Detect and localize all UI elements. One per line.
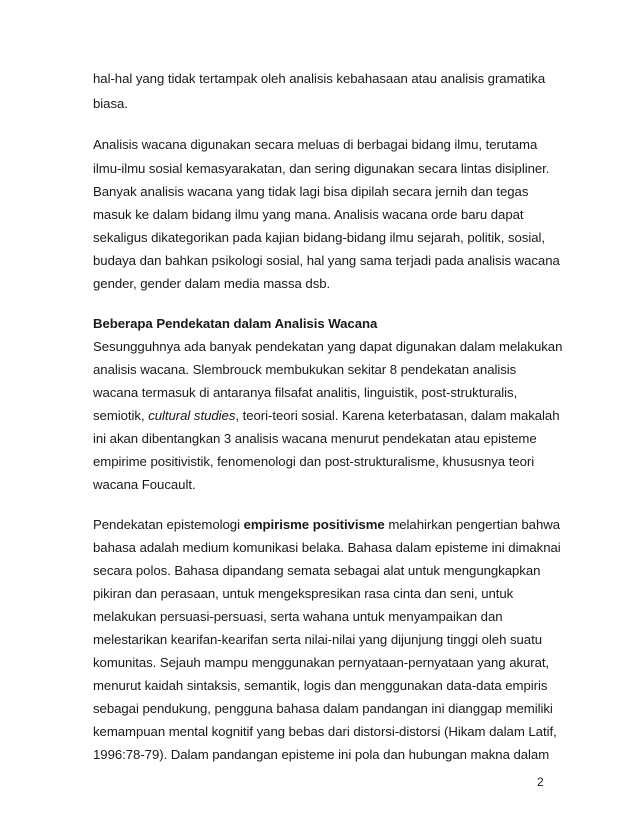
paragraph-3-line-1: Sesungguhnya ada banyak pendekatan yang dapat digunakan dalam melakukan: [93, 339, 563, 354]
paragraph-3-line-4-italic: cultural studies: [148, 408, 236, 423]
paragraph-4-line-3: secara polos. Bahasa dipandang semata sebagai alat untuk mengungkapkan: [93, 563, 541, 578]
paragraph-4-line-6: melestarikan kearifan-kearifan serta nilai-nilai yang dijunjung tinggi oleh suatu: [93, 632, 542, 647]
paragraph-4-line-11: 1996:78-79). Dalam pandangan episteme ini pola dan hubungan makna dalam: [93, 747, 550, 762]
paragraph-2-line-1: Analisis wacana digunakan secara meluas di berbagai bidang ilmu, terutama: [93, 137, 538, 152]
paragraph-4-line-9: sebagai pendukung, pengguna bahasa dalam pandangan ini dianggap memiliki: [93, 701, 553, 716]
paragraph-3-line-3: wacana termasuk di antaranya filsafat analitis, linguistik, post-strukturalis,: [93, 385, 518, 400]
paragraph-2-line-6: budaya dan bahkan psikologi sosial, hal yang sama terjadi pada analisis wacana: [93, 253, 560, 268]
paragraph-3-line-7: wacana Foucault.: [93, 477, 196, 492]
paragraph-4-line-1: [93, 517, 560, 533]
paragraph-4-line-4: pikiran dan perasaan, untuk mengekspresikan rasa cinta dan seni, untuk: [93, 586, 514, 601]
paragraph-3-line-4: [93, 408, 560, 424]
paragraph-3-line-5: ini akan dibentangkan 3 analisis wacana menurut pendekatan atau episteme: [93, 431, 537, 446]
section-heading-text: Beberapa Pendekatan dalam Analisis Wacana: [93, 316, 378, 331]
paragraph-4-line-1-before: Pendekatan epistemologi: [93, 517, 244, 532]
page-number: 2: [537, 775, 544, 789]
paragraph-4-line-1-after: melahirkan pengertian bahwa: [384, 517, 560, 532]
paragraph-1-line-1: hal-hal yang tidak tertampak oleh analisis kebahasaan atau analisis gramatika: [93, 71, 546, 86]
paragraph-3-line-4-before: semiotik,: [93, 408, 149, 423]
paragraph-2-line-4: masuk ke dalam bidang ilmu yang mana. Analisis wacana orde baru dapat: [93, 207, 524, 222]
section-heading: [93, 316, 377, 332]
paragraph-2-line-7: gender, gender dalam media massa dsb.: [93, 276, 331, 291]
paragraph-3-line-2: analisis wacana. Slembrouck membukukan sekitar 8 pendekatan analisis: [93, 362, 517, 377]
paragraph-4-line-10: kemampuan mental kognitif yang bebas dari distorsi-distorsi (Hikam dalam Latif,: [93, 724, 557, 739]
paragraph-4-line-5: melakukan persuasi-persuasi, serta wahana untuk menyampaikan dan: [93, 609, 503, 624]
paragraph-4-line-1-bold: empirisme positivisme: [243, 517, 385, 532]
paragraph-1-line-2: biasa.: [93, 96, 128, 111]
paragraph-2-line-3: Banyak analisis wacana yang tidak lagi bisa dipilah secara jernih dan tegas: [93, 184, 529, 199]
paragraph-2-line-5: sekaligus dikategorikan pada kajian bidang-bidang ilmu sejarah, politik, sosial,: [93, 230, 545, 245]
paragraph-4-line-7: komunitas. Sejauh mampu menggunakan pernyataan-pernyataan yang akurat,: [93, 655, 550, 670]
paragraph-2-line-2: ilmu-ilmu sosial kemasyarakatan, dan sering digunakan secara lintas disipliner.: [93, 161, 550, 176]
paragraph-3-line-6: empirime positivistik, fenomenologi dan post-strukturalisme, khususnya teori: [93, 454, 535, 469]
paragraph-4-line-8: menurut kaidah sintaksis, semantik, logis dan menggunakan data-data empiris: [93, 678, 548, 693]
paragraph-3-line-4-after: , teori-teori sosial. Karena keterbatasan, dalam makalah: [235, 408, 560, 423]
paragraph-4-line-2: bahasa adalah medium komunikasi belaka. Bahasa dalam episteme ini dimaknai: [93, 540, 561, 555]
